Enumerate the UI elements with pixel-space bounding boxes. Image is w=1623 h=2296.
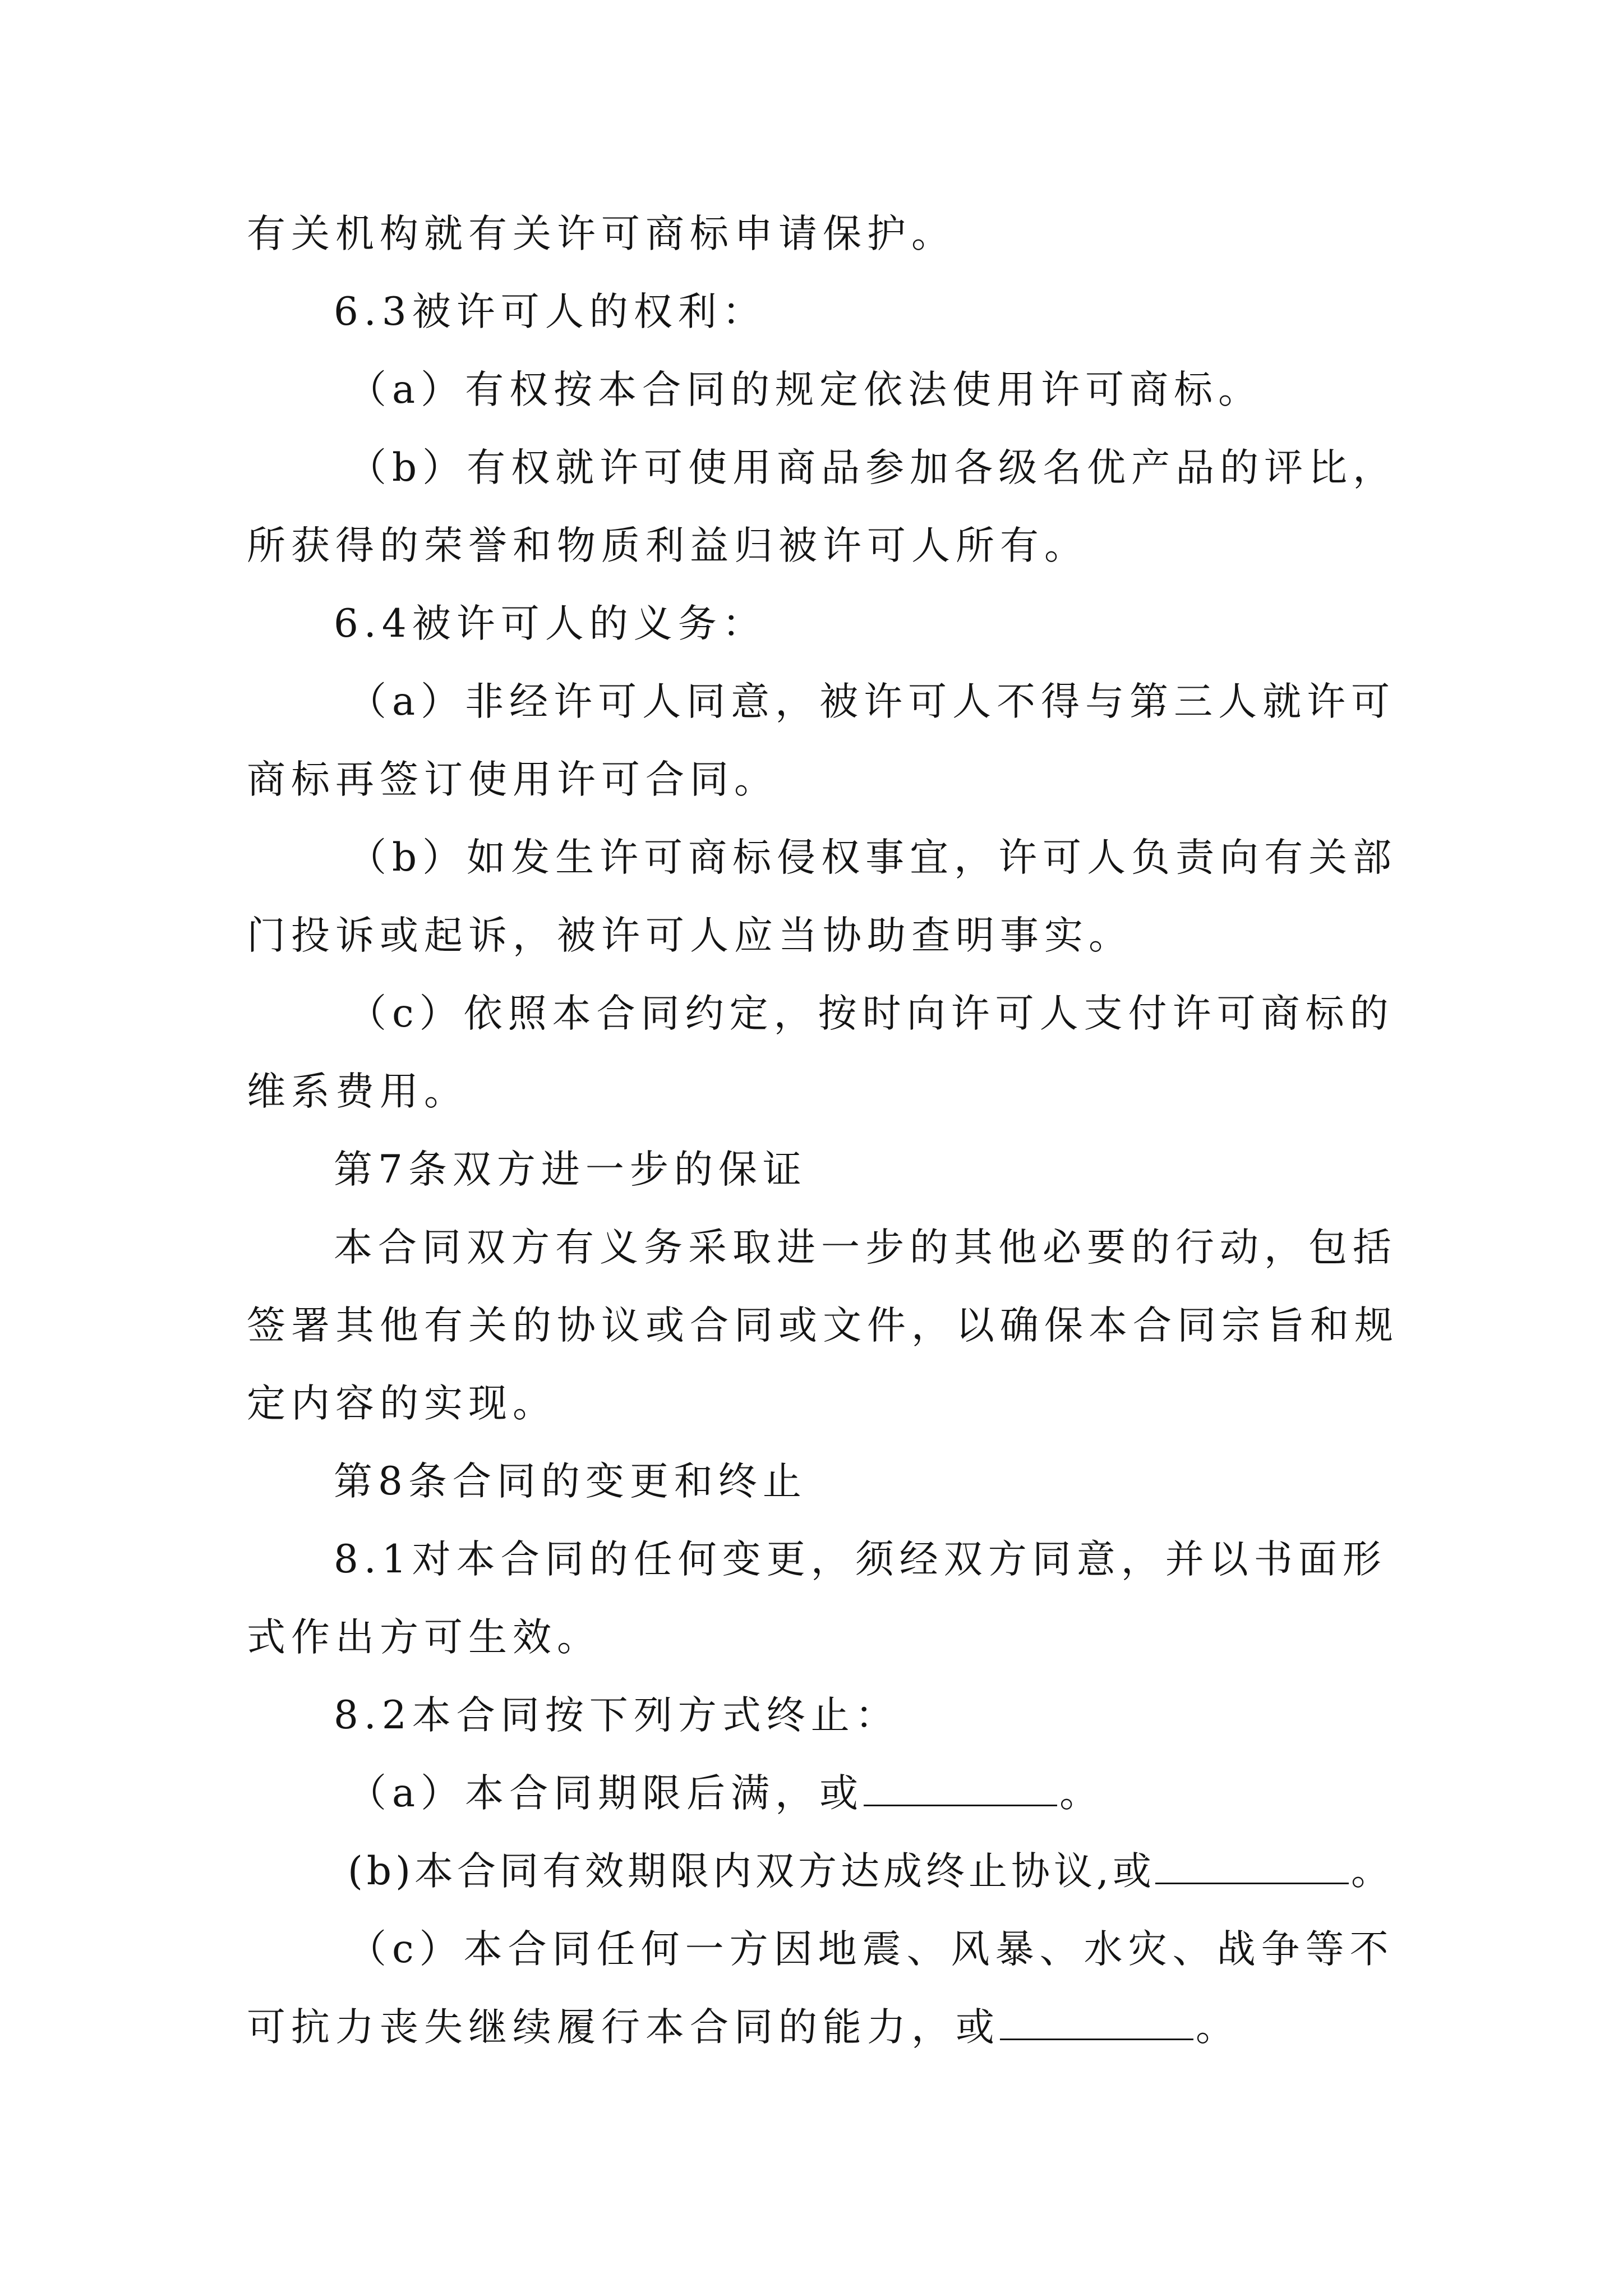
fill-line-end: 。 <box>1350 1849 1394 1894</box>
section-heading: 8.2本合同按下列方式终止： <box>334 1693 900 1738</box>
text-line: （b）有权就许可使用商品参加各级名优产品的评比， <box>348 445 1398 490</box>
article-heading: 第8条合同的变更和终止 <box>334 1459 807 1504</box>
text-line: 门投诉或起诉，被许可人应当协助查明事实。 <box>247 913 1133 958</box>
text-line: （a）有权按本合同的规定依法使用许可商标。 <box>348 367 1263 412</box>
fill-line-text: 可抗力丧失继续履行本合同的能力，或 <box>247 2005 1000 2050</box>
fill-line <box>348 1846 1394 1897</box>
text-line: 所获得的荣誉和物质利益归被许可人所有。 <box>247 523 1089 568</box>
fill-line-text: （a）本合同期限后满，或 <box>348 1771 864 1816</box>
fill-line-end: 。 <box>1196 2005 1240 2050</box>
text-line: （b）如发生许可商标侵权事宜，许可人负责向有关部 <box>348 835 1398 880</box>
fill-blank <box>1000 2027 1193 2040</box>
text-line: 式作出方可生效。 <box>247 1615 601 1660</box>
section-heading: 6.3被许可人的权利： <box>334 289 767 334</box>
text-line: 本合同双方有义务采取进一步的其他必要的行动，包括 <box>334 1225 1397 1270</box>
text-line: 维系费用。 <box>247 1069 468 1114</box>
text-line: 有关机构就有关许可商标申请保护。 <box>247 211 956 256</box>
section-heading: 6.4被许可人的义务： <box>334 601 767 646</box>
text-line: （a）非经许可人同意，被许可人不得与第三人就许可 <box>348 679 1396 724</box>
fill-blank <box>864 1793 1057 1806</box>
text-line: （c）依照本合同约定，按时向许可人支付许可商标的 <box>348 991 1394 1036</box>
text-line: 签署其他有关的协议或合同或文件，以确保本合同宗旨和规 <box>247 1303 1399 1348</box>
fill-blank <box>1155 1871 1349 1884</box>
text-line: （c）本合同任何一方因地震、风暴、水灾、战争等不 <box>348 1927 1394 1972</box>
fill-line <box>348 1768 1104 1819</box>
text-line: 8.1对本合同的任何变更，须经双方同意，并以书面形 <box>334 1537 1387 1582</box>
fill-line <box>247 2002 1240 2053</box>
article-heading: 第7条双方进一步的保证 <box>334 1147 807 1192</box>
text-line: 商标再签订使用许可合同。 <box>247 757 778 802</box>
text-line: 定内容的实现。 <box>247 1381 557 1426</box>
fill-line-text: (b)本合同有效期限内双方达成终止协议,或 <box>348 1849 1155 1894</box>
fill-line-end: 。 <box>1059 1771 1104 1816</box>
